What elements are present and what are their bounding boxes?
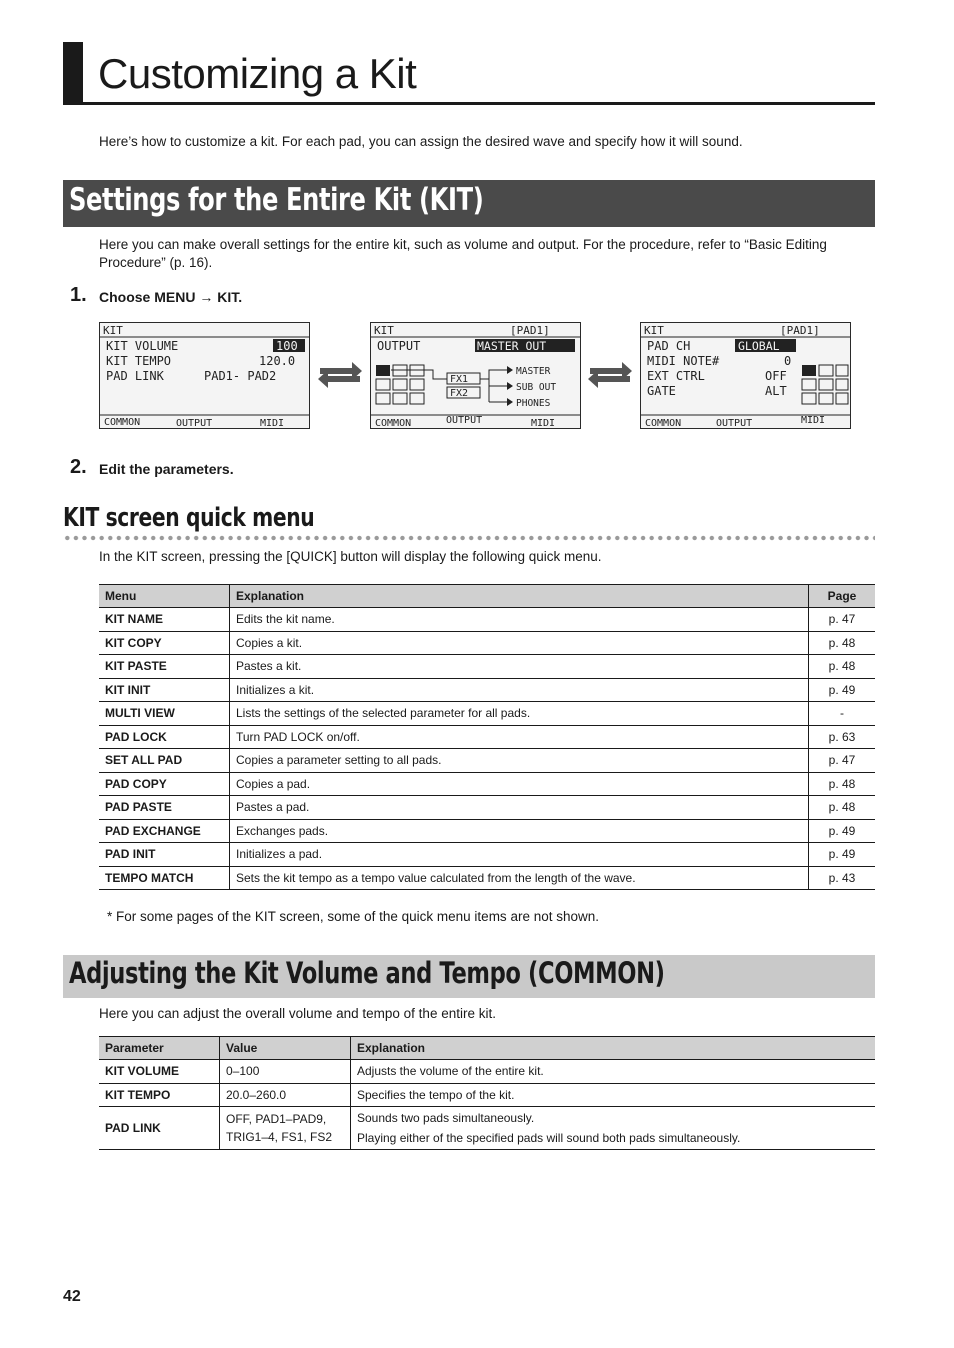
param-explanation: Specifies the tempo of the kit.: [351, 1083, 876, 1107]
param-value: [220, 1107, 351, 1150]
step-2-text: Edit the parameters.: [99, 461, 234, 477]
param-explanation: Adjusts the volume of the entire kit.: [351, 1060, 876, 1084]
lcd3-tab-midi: MIDI: [801, 415, 826, 426]
param-explanation-line2: Playing either of the specified pads will sound both pads simultaneously.: [357, 1131, 741, 1145]
param-name: KIT TEMPO: [99, 1083, 220, 1107]
column-header-explanation: Explanation: [351, 1037, 876, 1060]
param-explanation: [351, 1107, 876, 1150]
lcd2-tab-midi: MIDI: [531, 418, 556, 428]
page-number: 42: [63, 1288, 81, 1305]
lcd1-tab-midi: MIDI: [260, 418, 285, 428]
lcd1-row2-value: 120.0: [259, 354, 296, 368]
menu-item-name: MULTI VIEW: [99, 702, 230, 726]
table-row: [99, 866, 875, 890]
step-1-number: 1.: [70, 284, 87, 306]
table-row: [99, 631, 875, 655]
lcd-screen-kit-output: [370, 322, 581, 429]
title-rule: [63, 102, 875, 105]
menu-item-page: p. 48: [809, 655, 876, 679]
lcd3-header: KIT: [644, 324, 664, 337]
menu-item-page: p. 49: [809, 819, 876, 843]
menu-item-page: p. 63: [809, 725, 876, 749]
menu-item-name: TEMPO MATCH: [99, 866, 230, 890]
column-header-menu: Menu: [99, 585, 230, 608]
menu-item-name: PAD COPY: [99, 772, 230, 796]
lcd2-out-phones: PHONES: [516, 398, 551, 409]
table-row: [99, 772, 875, 796]
menu-item-page: p. 48: [809, 796, 876, 820]
title-accent-bar: [63, 42, 83, 105]
menu-item-name: PAD INIT: [99, 843, 230, 867]
menu-item-explanation: Lists the settings of the selected parameter for all pads.: [230, 702, 809, 726]
column-header-page: Page: [809, 585, 876, 608]
lcd1-row1-label: KIT VOLUME: [106, 339, 179, 353]
lcd1-tab-common: COMMON: [104, 417, 141, 428]
param-name: PAD LINK: [99, 1107, 220, 1150]
section-kit-intro-line2: Procedure” (p. 16).: [99, 255, 213, 270]
table-row: [99, 819, 875, 843]
menu-item-explanation: Turn PAD LOCK on/off.: [230, 725, 809, 749]
table-row: [99, 796, 875, 820]
param-value-line1: OFF, PAD1–PAD9,: [226, 1112, 327, 1126]
lcd3-row4-label: GATE: [647, 384, 676, 398]
section-heading-kit: [63, 180, 875, 227]
section-common-intro: Here you can adjust the overall volume and tempo of the entire kit.: [99, 1006, 496, 1021]
table-row: [99, 702, 875, 726]
menu-item-name: KIT PASTE: [99, 655, 230, 679]
double-arrow-icon: [588, 358, 632, 397]
column-header-explanation: Explanation: [230, 585, 809, 608]
menu-item-explanation: Pastes a pad.: [230, 796, 809, 820]
section-kit-intro-line1: Here you can make overall settings for the entire kit, such as volume and output. For the procedure, refer to “Basic Editing: [99, 237, 827, 252]
param-value: 0–100: [220, 1060, 351, 1084]
menu-item-name: KIT NAME: [99, 608, 230, 632]
lcd3-row1-label: PAD CH: [647, 339, 691, 353]
lcd2-out-sub: SUB OUT: [516, 382, 557, 393]
lcd3-header-right: [PAD1]: [780, 324, 820, 337]
lcd1-row3-value: PAD1- PAD2: [204, 369, 277, 383]
dotted-divider: [63, 535, 875, 541]
subsection-heading-quick-menu: KIT screen quick menu: [63, 503, 315, 533]
lcd1-tab-output: OUTPUT: [176, 418, 213, 428]
lcd1-row3-label: PAD LINK: [106, 369, 164, 383]
lcd3-tab-common: COMMON: [645, 418, 682, 428]
param-explanation-line1: Sounds two pads simultaneously.: [357, 1111, 535, 1125]
table-header-row: [99, 1037, 875, 1060]
menu-item-explanation: Initializes a pad.: [230, 843, 809, 867]
lcd-screen-kit-midi: [640, 322, 851, 429]
section-heading-kit-text: Settings for the Entire Kit (KIT): [69, 182, 484, 218]
table-row: [99, 678, 875, 702]
lcd2-tab-common: COMMON: [375, 418, 412, 428]
lcd1-row1-value: 100: [276, 339, 298, 353]
page-intro: Here’s how to customize a kit. For each pad, you can assign the desired wave and specify how it will sound.: [99, 134, 743, 149]
menu-item-explanation: Copies a parameter setting to all pads.: [230, 749, 809, 773]
section-kit-intro: [99, 236, 875, 272]
lcd3-row3-value: OFF: [765, 369, 787, 383]
double-arrow-icon: [318, 358, 362, 397]
menu-item-page: p. 49: [809, 678, 876, 702]
lcd3-row2-label: MIDI NOTE#: [647, 354, 720, 368]
table-row: [99, 1060, 875, 1084]
menu-item-explanation: Copies a pad.: [230, 772, 809, 796]
table-row: [99, 608, 875, 632]
table-row: [99, 1083, 875, 1107]
menu-item-name: PAD LOCK: [99, 725, 230, 749]
common-parameters-table: [99, 1036, 875, 1150]
table-row: [99, 1107, 875, 1150]
menu-item-page: p. 47: [809, 749, 876, 773]
menu-item-name: PAD PASTE: [99, 796, 230, 820]
menu-item-explanation: Edits the kit name.: [230, 608, 809, 632]
step-2-number: 2.: [70, 456, 87, 478]
lcd2-header: KIT: [374, 324, 394, 337]
lcd2-label: OUTPUT: [377, 339, 421, 353]
menu-item-explanation: Initializes a kit.: [230, 678, 809, 702]
menu-item-page: p. 47: [809, 608, 876, 632]
lcd3-row1-value: GLOBAL: [738, 339, 780, 353]
lcd1-row2-label: KIT TEMPO: [106, 354, 172, 368]
lcd2-out-master: MASTER: [516, 366, 551, 377]
table-row: [99, 749, 875, 773]
table-row: [99, 725, 875, 749]
menu-item-name: SET ALL PAD: [99, 749, 230, 773]
menu-item-explanation: Sets the kit tempo as a tempo value calculated from the length of the wave.: [230, 866, 809, 890]
quick-menu-table: [99, 584, 875, 890]
menu-item-name: KIT COPY: [99, 631, 230, 655]
param-name: KIT VOLUME: [99, 1060, 220, 1084]
menu-item-name: PAD EXCHANGE: [99, 819, 230, 843]
menu-item-name: KIT INIT: [99, 678, 230, 702]
lcd1-header: KIT: [103, 324, 123, 337]
section-heading-common-text: Adjusting the Kit Volume and Tempo (COMMON): [69, 956, 665, 990]
section-heading-common: [63, 955, 875, 998]
quick-menu-table-body: [99, 608, 875, 890]
menu-item-page: -: [809, 702, 876, 726]
table-row: [99, 655, 875, 679]
param-value: 20.0–260.0: [220, 1083, 351, 1107]
lcd-screen-kit-common: [99, 322, 310, 429]
lcd2-tab-output: OUTPUT: [446, 415, 483, 426]
menu-item-page: p. 48: [809, 772, 876, 796]
menu-item-page: p. 48: [809, 631, 876, 655]
table-row: [99, 843, 875, 867]
lcd3-row3-label: EXT CTRL: [647, 369, 705, 383]
menu-item-page: p. 43: [809, 866, 876, 890]
lcd2-fx1: FX1: [450, 374, 469, 385]
lcd2-header-right: [PAD1]: [510, 324, 550, 337]
menu-item-explanation: Pastes a kit.: [230, 655, 809, 679]
column-header-parameter: Parameter: [99, 1037, 220, 1060]
param-value-line2: TRIG1–4, FS1, FS2: [226, 1130, 333, 1144]
table-header-row: [99, 585, 875, 608]
quick-menu-note: * For some pages of the KIT screen, some of the quick menu items are not shown.: [107, 909, 599, 924]
menu-item-explanation: Copies a kit.: [230, 631, 809, 655]
lcd3-row2-value: 0: [784, 354, 792, 368]
menu-item-explanation: Exchanges pads.: [230, 819, 809, 843]
menu-item-page: p. 49: [809, 843, 876, 867]
step-1-text: Choose MENU → KIT.: [99, 289, 243, 305]
page-title: Customizing a Kit: [98, 50, 417, 97]
column-header-value: Value: [220, 1037, 351, 1060]
lcd2-fx2: FX2: [450, 388, 469, 399]
lcd2-value: MASTER OUT: [477, 339, 547, 353]
lcd3-row4-value: ALT: [765, 384, 787, 398]
lcd3-tab-output: OUTPUT: [716, 418, 753, 428]
quick-menu-intro: In the KIT screen, pressing the [QUICK] button will display the following quick menu.: [99, 549, 602, 564]
